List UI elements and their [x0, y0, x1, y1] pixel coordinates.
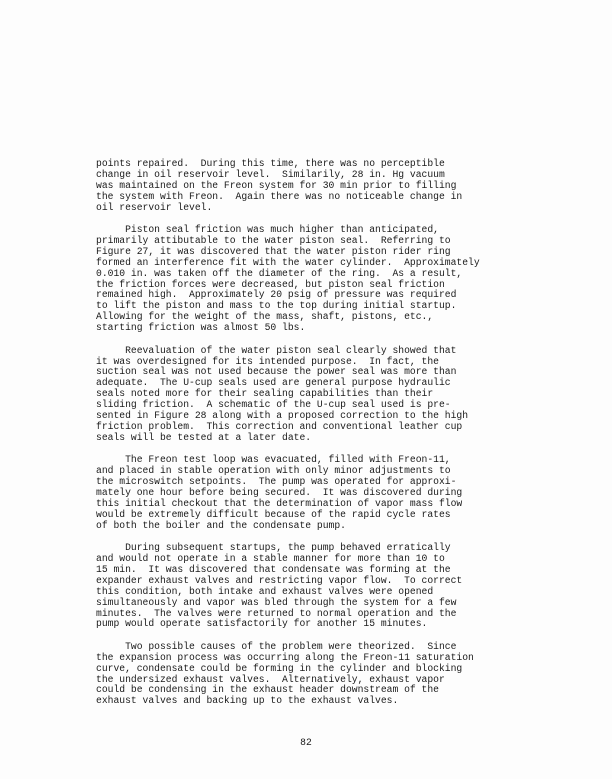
- text-line: simultaneously and vapor was bled through the system for a few: [96, 596, 457, 608]
- text-line: this initial checkout that the determination of vapor mass flow: [96, 497, 463, 509]
- text-line: the system with Freon. Again there was no noticeable change in: [96, 190, 463, 202]
- text-line: and would not operate in a stable manner for more than 10 to: [96, 553, 445, 564]
- paragraph: [96, 225, 536, 334]
- text-line: remained high. Approximately 20 psig of pressure was required: [96, 289, 457, 301]
- page-number: 82: [300, 737, 312, 748]
- paragraph: [96, 642, 536, 707]
- text-line: change in oil reservoir level. Similarily, 28 in. Hg vacuum: [96, 168, 445, 180]
- text-line: starting friction was almost 50 lbs.: [96, 322, 306, 334]
- text-line: During subsequent startups, the pump behaved erratically: [96, 542, 451, 554]
- text-line: the undersized exhaust valves. Alternatively, exhaust vapor: [96, 673, 445, 685]
- text-line: the friction forces were decreased, but piston seal friction: [96, 278, 445, 290]
- text-line: the expansion process was occurring along the Freon-11 saturation: [96, 651, 474, 663]
- text-line: to lift the piston and mass to the top during initial startup.: [96, 300, 457, 312]
- text-line: The Freon test loop was evacuated, filled with Freon-11,: [96, 454, 451, 466]
- text-line: of both the boiler and the condensate pump.: [96, 519, 346, 531]
- body-text: [96, 159, 536, 719]
- text-line: seals will be tested at a later date.: [96, 431, 312, 443]
- text-line: adequate. The U-cup seals used are general purpose hydraulic: [96, 377, 451, 389]
- text-line: formed an interference fit with the water cylinder. Approximately: [96, 256, 480, 268]
- text-line: Two possible causes of the problem were theorized. Since: [96, 640, 457, 652]
- text-line: 15 min. It was discovered that condensate was forming at the: [96, 563, 451, 575]
- text-line: Piston seal friction was much higher than anticipated,: [96, 224, 439, 236]
- text-line: exhaust valves and backing up to the exhaust valves.: [96, 695, 399, 707]
- paragraph: [96, 543, 536, 630]
- text-line: expander exhaust valves and restricting vapor flow. To correct: [96, 574, 463, 586]
- text-line: would be extremely difficult because of the rapid cycle rates: [96, 508, 451, 520]
- text-line: suction seal was not used because the power seal was more than: [96, 366, 457, 378]
- text-line: mately one hour before being secured. It was discovered during: [96, 486, 463, 498]
- paragraph: [96, 346, 536, 444]
- text-line: Figure 27, it was discovered that the water piston rider ring: [96, 245, 451, 257]
- text-line: Reevaluation of the water piston seal clearly showed that: [96, 344, 457, 356]
- text-line: and placed in stable operation with only minor adjustments to: [96, 465, 451, 477]
- text-line: points repaired. During this time, there was no perceptible: [96, 158, 445, 169]
- text-line: sented in Figure 28 along with a proposed correction to the high: [96, 410, 469, 422]
- text-line: the microswitch setpoints. The pump was operated for approxi-: [96, 476, 457, 488]
- text-line: curve, condensate could be forming in the cylinder and blocking: [96, 662, 463, 674]
- text-line: 0.010 in. was taken off the diameter of the ring. As a result,: [96, 267, 463, 279]
- text-line: seals noted more for their sealing capabilities than their: [96, 388, 434, 400]
- text-line: minutes. The valves were returned to normal operation and the: [96, 607, 457, 619]
- text-line: primarily attibutable to the water piston seal. Referring to: [96, 234, 451, 246]
- text-line: this condition, both intake and exhaust valves were opened: [96, 585, 434, 597]
- paragraph: [96, 159, 536, 214]
- text-line: was maintained on the Freon system for 30 min prior to filling: [96, 179, 457, 191]
- text-line: it was overdesigned for its intended purpose. In fact, the: [96, 355, 439, 367]
- text-line: Allowing for the weight of the mass, shaft, pistons, etc.,: [96, 311, 434, 323]
- text-line: oil reservoir level.: [96, 201, 213, 213]
- text-line: could be condensing in the exhaust header downstream of the: [96, 684, 439, 696]
- text-line: pump would operate satisfactorily for another 15 minutes.: [96, 618, 428, 630]
- text-line: sliding friction. A schematic of the U-cup seal used is pre-: [96, 399, 451, 411]
- text-line: friction problem. This correction and conventional leather cup: [96, 420, 463, 432]
- paragraph: [96, 455, 536, 531]
